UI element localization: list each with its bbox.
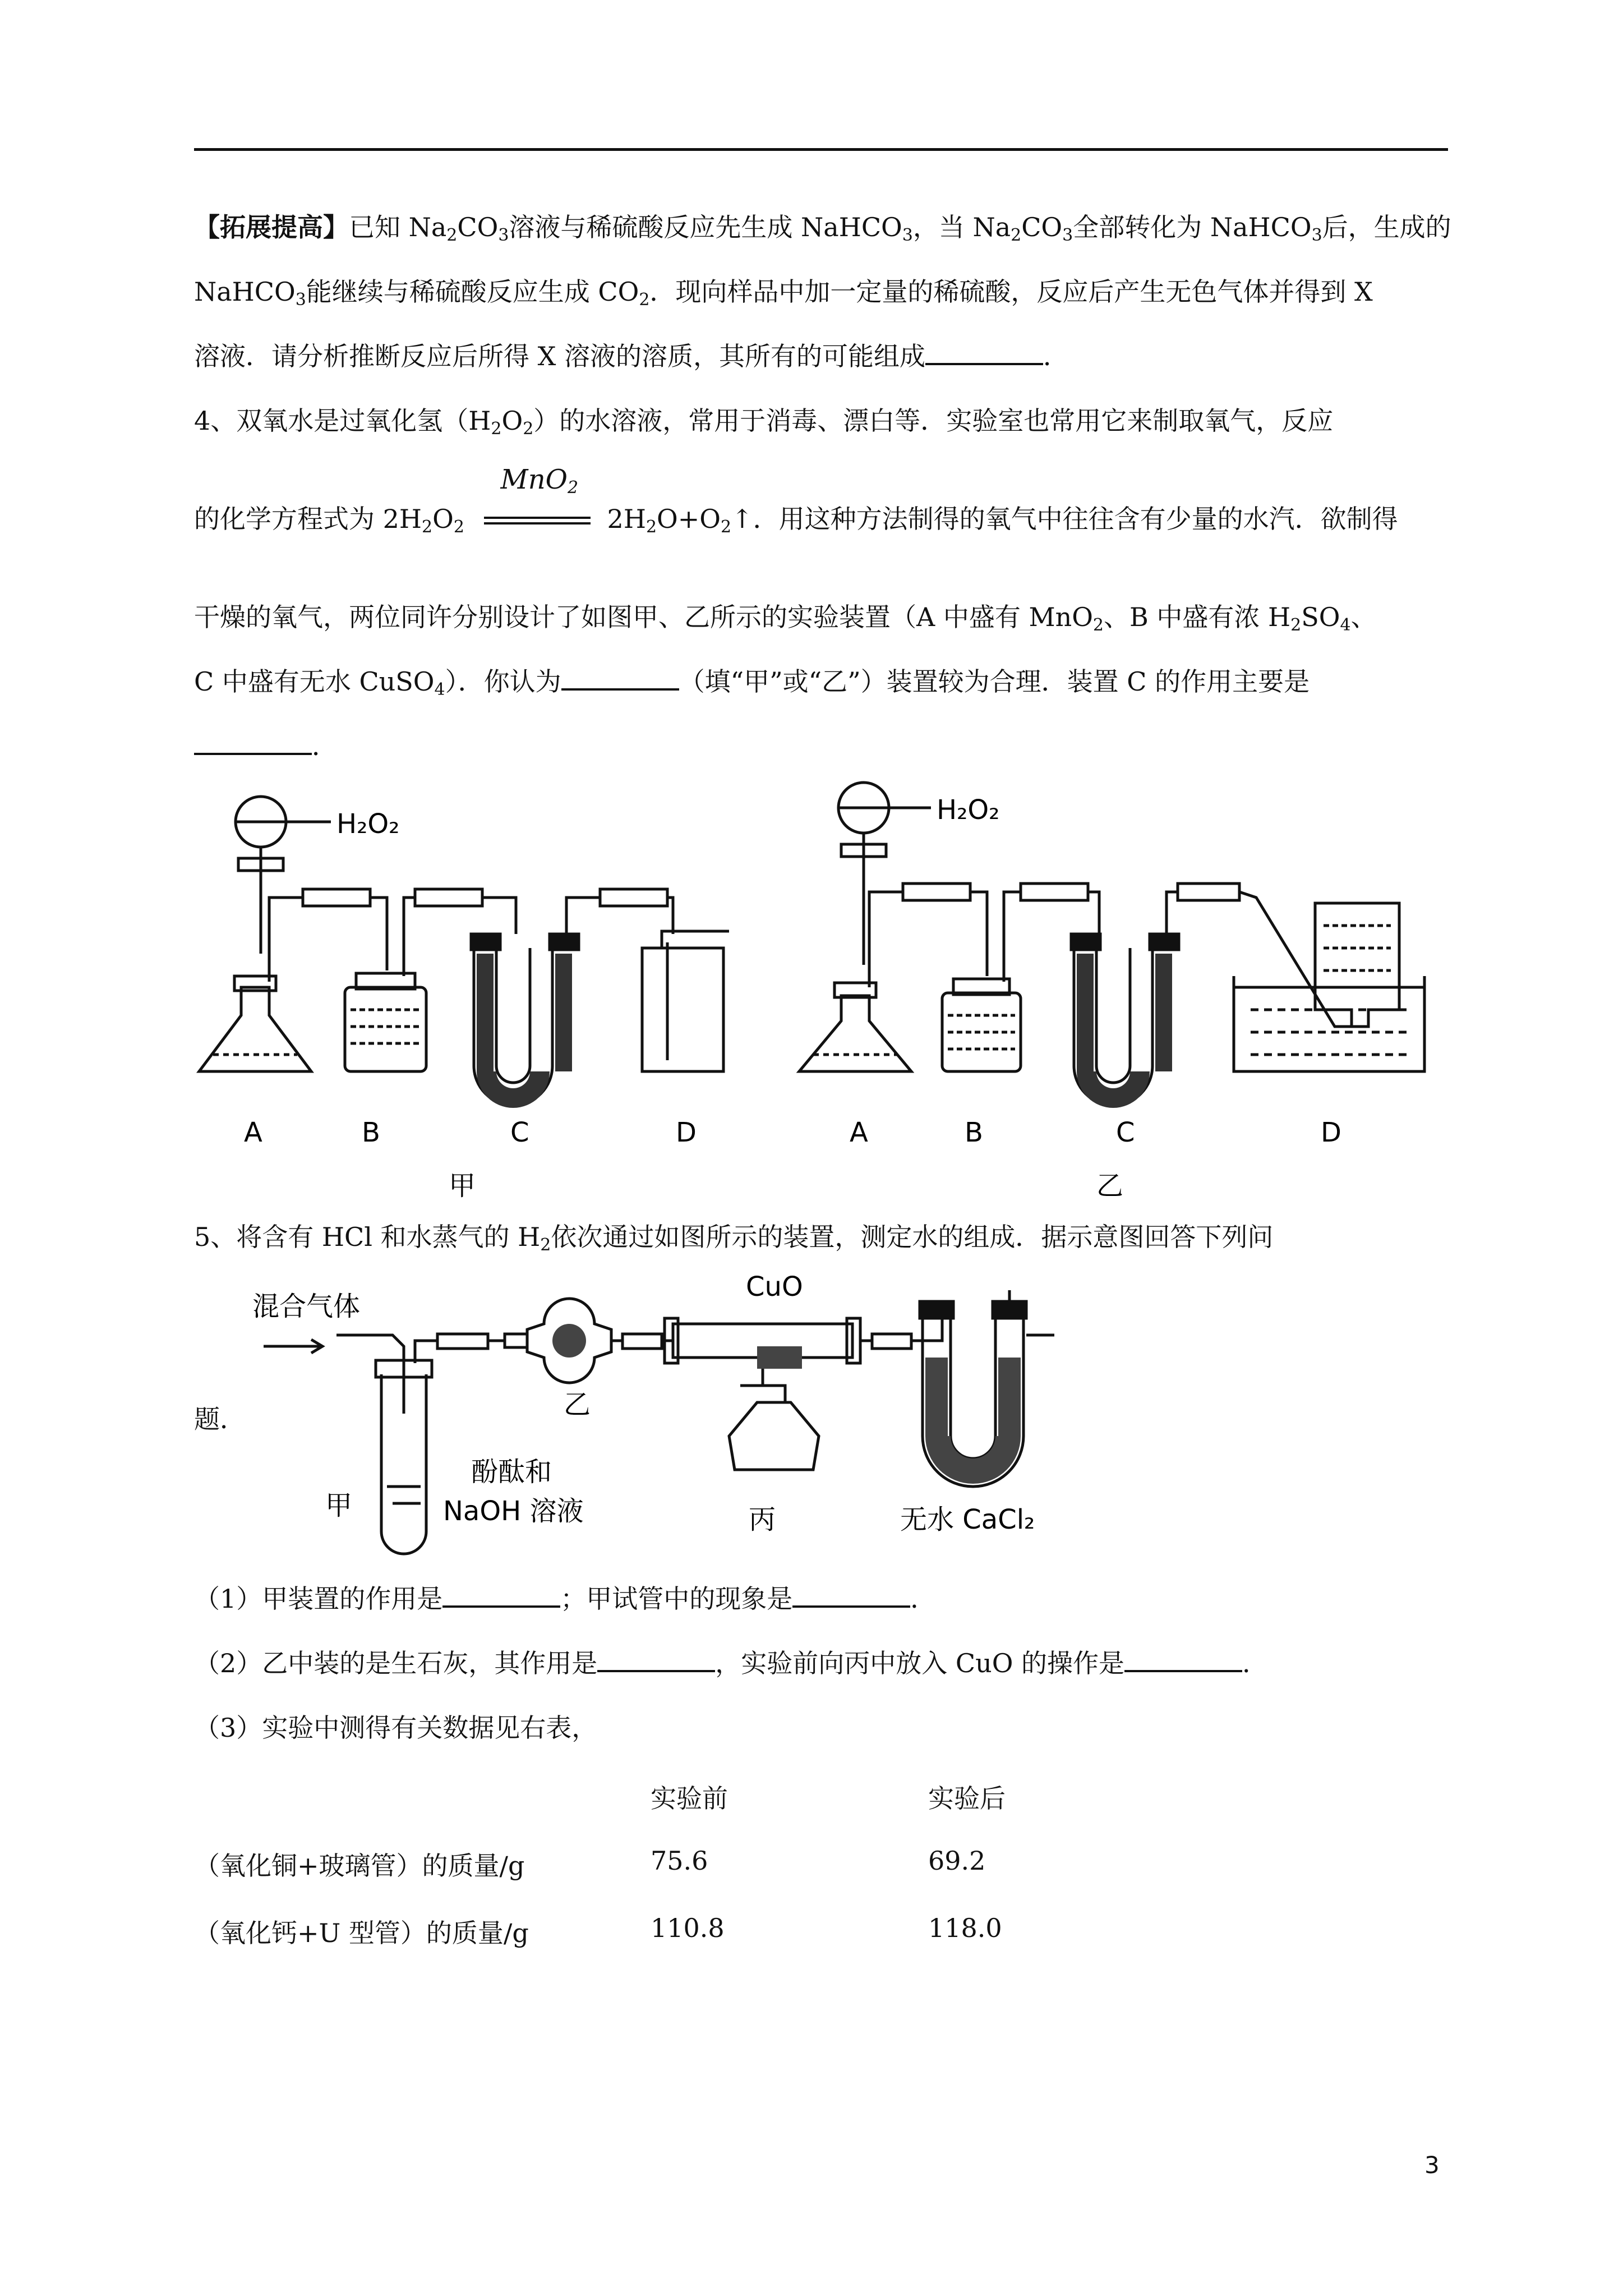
- para1-line2: NaHCO$_3$能继续与稀硫酸反应生成 $CO_2$．现向样品中加一定量的稀硫酸，反应后产生无色气体并得到 X: [194, 277, 1373, 310]
- answer-blank[interactable]: [597, 1648, 715, 1672]
- fig-name: 甲: [449, 1170, 476, 1202]
- table-cell: 69.2: [928, 1846, 986, 1876]
- answer-blank[interactable]: [792, 1583, 910, 1608]
- fig-yi: 乙: [564, 1389, 591, 1420]
- fig-letter: B: [362, 1117, 380, 1148]
- q4-line1: 4、双氧水是过氧化氢$(H_2O_2)$的水溶液，常用于消毒、漂白等．实验室也常用它来制取氧气，反应: [194, 406, 1334, 439]
- para1-line3: 溶液．请分析推断反应后所得 X 溶液的溶质，其所有的可能组成 ．: [194, 341, 1069, 371]
- q5-sub2: （2）乙中装的是生石灰，其作用是 ，实验前向丙中放入 CuO 的操作是 ．: [194, 1648, 1269, 1678]
- table-row-label: （氧化钙+U 型管）的质量/g: [194, 1918, 529, 1948]
- table-header: 实验前: [651, 1783, 728, 1814]
- q4-line5: ．: [194, 729, 338, 763]
- fig-letter: A: [244, 1117, 262, 1148]
- answer-blank[interactable]: [1124, 1648, 1242, 1672]
- fig-label-h2o2: H₂O₂: [336, 808, 400, 840]
- catalyst-arrow: MnO$_2$: [473, 502, 607, 536]
- fig-letter: A: [850, 1117, 868, 1148]
- table-cell: 110.8: [651, 1913, 725, 1943]
- fig-label-h2o2: H₂O₂: [937, 794, 1000, 826]
- q5-sub1: （1）甲装置的作用是 ；甲试管中的现象是 ．: [194, 1584, 937, 1614]
- table-cell: 118.0: [928, 1913, 1002, 1943]
- para1-line1: 【拓展提高】已知 $Na_2CO_3$溶液与稀硫酸反应先生成 NaHCO$_3$，当 $Na_2CO_3$全部转化为 NaHCO$_3$后，生成的: [194, 212, 1451, 245]
- fig-bing: 丙: [749, 1504, 776, 1535]
- q4-line2: 的化学方程式为 $2H_2O_2$ MnO$_2$ $2H_2O+O_2↑$．用这种方法制得的氧气中往往含有少量的水汽．欲制得: [194, 464, 1398, 537]
- fig-letter: D: [676, 1117, 697, 1148]
- q4-line4: C 中盛有无水 CuSO$_4$）．你认为 （填“甲”或“乙”）装置较为合理．装置 C 的作用主要是: [194, 666, 1310, 700]
- fig-reagent: NaOH 溶液: [443, 1496, 584, 1527]
- table-row-label: （氧化铜+玻璃管）的质量/g: [194, 1851, 525, 1881]
- fig-cuo: CuO: [746, 1271, 803, 1303]
- fig-letter: D: [1321, 1117, 1341, 1148]
- q5-line2: 题．: [194, 1404, 246, 1434]
- answer-blank[interactable]: [442, 1583, 560, 1608]
- table-header: 实验后: [928, 1783, 1006, 1814]
- fig-mixed-gas: 混合气体: [252, 1291, 361, 1322]
- fig-jia: 甲: [325, 1490, 353, 1521]
- fig-reagent: 酚酞和: [471, 1456, 552, 1488]
- fig-letter: C: [510, 1117, 529, 1148]
- q4-line3: 干燥的氧气，两位同许分别设计了如图甲、乙所示的实验装置（A 中盛有 MnO$_2$、B 中盛有浓 $H_2SO_4$、: [194, 602, 1377, 635]
- q5-line1: 5、将含有 HCl 和水蒸气的 $H_2$依次通过如图所示的装置，测定水的组成．据示意图回答下列问: [194, 1222, 1274, 1255]
- table-cell: 75.6: [651, 1846, 708, 1876]
- fig-cacl2: 无水 CaCl₂: [900, 1504, 1035, 1535]
- fig-letter: B: [965, 1117, 983, 1148]
- fig-name: 乙: [1096, 1170, 1124, 1202]
- q5-sub3: （3）实验中测得有关数据见右表，: [194, 1713, 598, 1743]
- page-number: 3: [1424, 2151, 1440, 2179]
- fig-letter: C: [1116, 1117, 1135, 1148]
